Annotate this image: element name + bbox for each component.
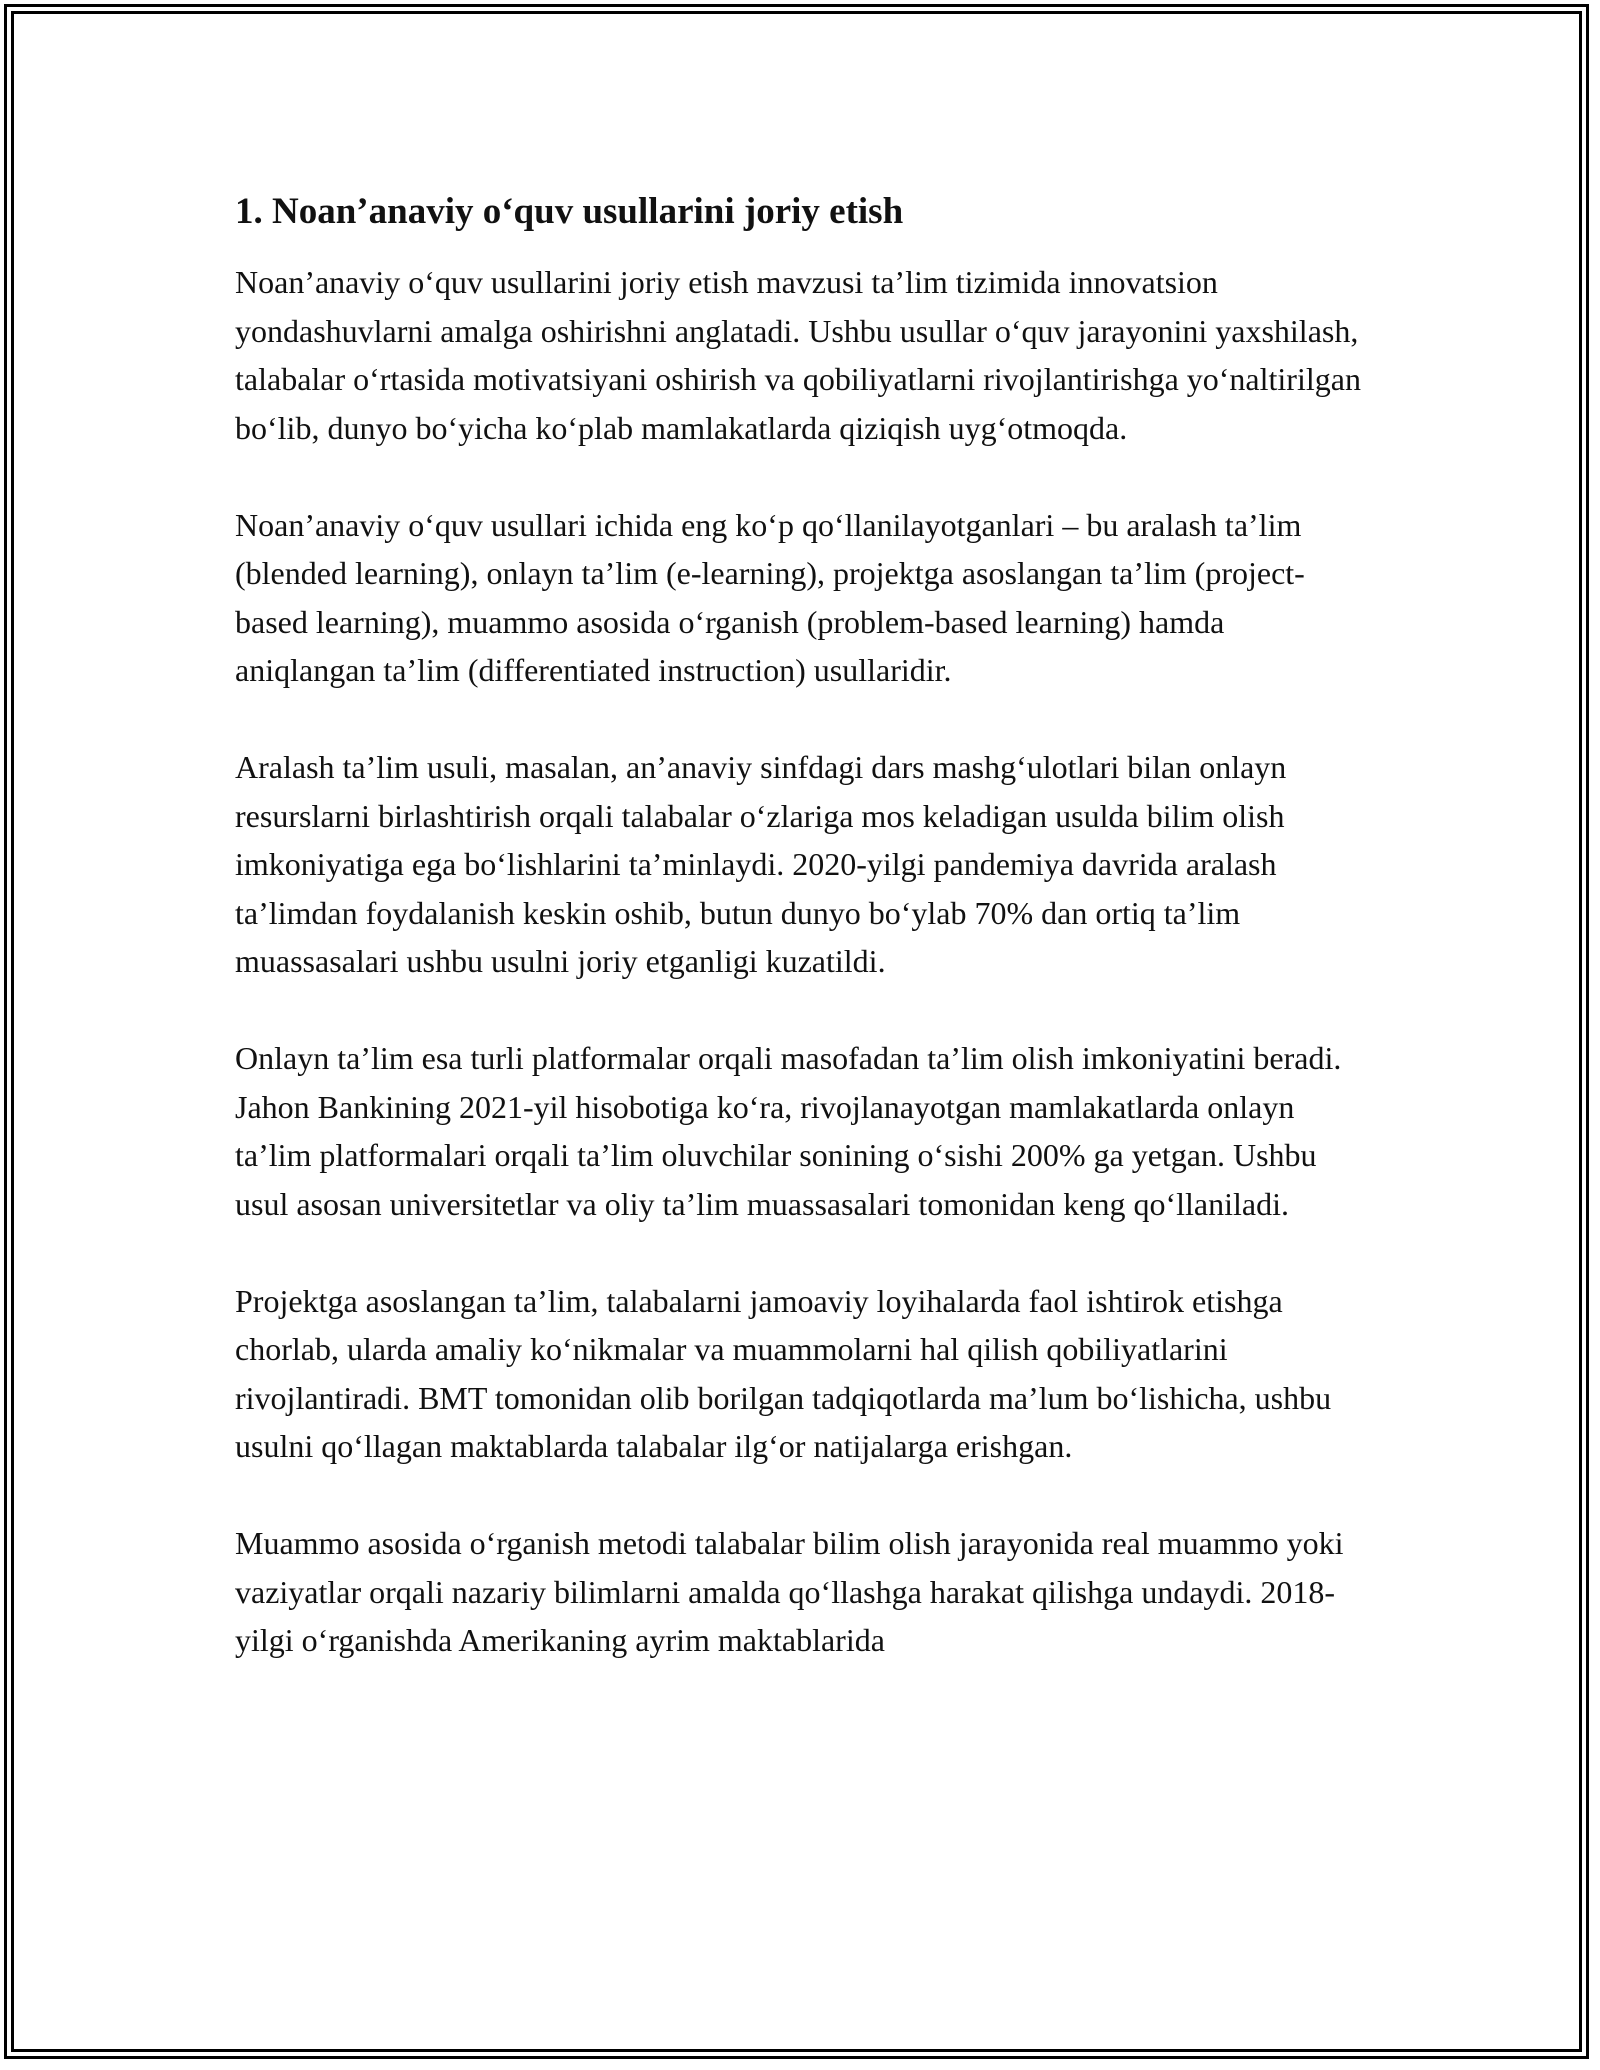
paragraph-methods-list: Noan’anaviy o‘quv usullari ichida eng ko‘p qo‘llanilayotganlari – bu aralash ta’lim (blended learning), onlayn ta’lim (e-learning), projektga asoslangan ta’lim (project-based learning), muammo asosida o‘rganish (problem-based learning) hamda aniqlangan ta’lim (differentiated instruction) usullaridir. [235, 506, 1305, 688]
section-heading: 1. Noan’anaviy o‘quv usullarini joriy etish [235, 191, 904, 232]
paragraph-online-learning: Onlayn ta’lim esa turli platformalar orqali masofadan ta’lim olish imkoniyatini beradi. Jahon Bankining 2021-yil hisobotiga ko‘ra, rivojlanayotgan mamlakatlarda onlayn ta’lim platformalari orqali ta’lim oluvchilar sonining o‘sishi 200% ga yetgan. Ushbu usul asosan universitetlar va oliy ta’lim muassasalari tomonidan keng qo‘llaniladi. [235, 1040, 1342, 1222]
paragraph-blended-learning: Aralash ta’lim usuli, masalan, an’anaviy sinfdagi dars mashg‘ulotlari bilan onlayn resurslarni birlashtirish orqali talabalar o‘zlariga mos keladigan usulda bilim olish imkoniyatiga ega bo‘lishlarini ta’minlaydi. 2020-yilgi pandemiya davrida aralash ta’limdan foydalanish keskin oshib, butun dunyo bo‘ylab 70% dan ortiq ta’lim muassasalari ushbu usulni joriy etganligi kuzatildi. [235, 749, 1287, 979]
paragraph-project-based: Projektga asoslangan ta’lim, talabalarni jamoaviy loyihalarda faol ishtirok etishga chorlab, ularda amaliy ko‘nikmalar va muammolarni hal qilish qobiliyatlarini rivojlantiradi. BMT tomonidan olib borilgan tadqiqotlarda ma’lum bo‘lishicha, ushbu usulni qo‘llagan maktablarda talabalar ilg‘or natijalarga erishgan. [235, 1282, 1332, 1464]
paragraph-problem-based: Muammo asosida o‘rganish metodi talabalar bilim olish jarayonida real muammo yoki vaziyatlar orqali nazariy bilimlarni amalda qo‘llashga harakat qilishga undaydi. 2018-yilgi o‘rganishda Amerikaning ayrim maktablarida [235, 1525, 1344, 1658]
document-body [235, 188, 1370, 1665]
paragraph-intro: Noan’anaviy o‘quv usullarini joriy etish mavzusi ta’lim tizimida innovatsion yondashuvlarni amalga oshirishni anglatadi. Ushbu usullar o‘quv jarayonini yaxshilash, talabalar o‘rtasida motivatsiyani oshirish va qobiliyatlarni rivojlantirishga yo‘naltirilgan bo‘lib, dunyo bo‘yicha ko‘plab mamlakatlarda qiziqish uyg‘otmoqda. [235, 264, 1361, 446]
